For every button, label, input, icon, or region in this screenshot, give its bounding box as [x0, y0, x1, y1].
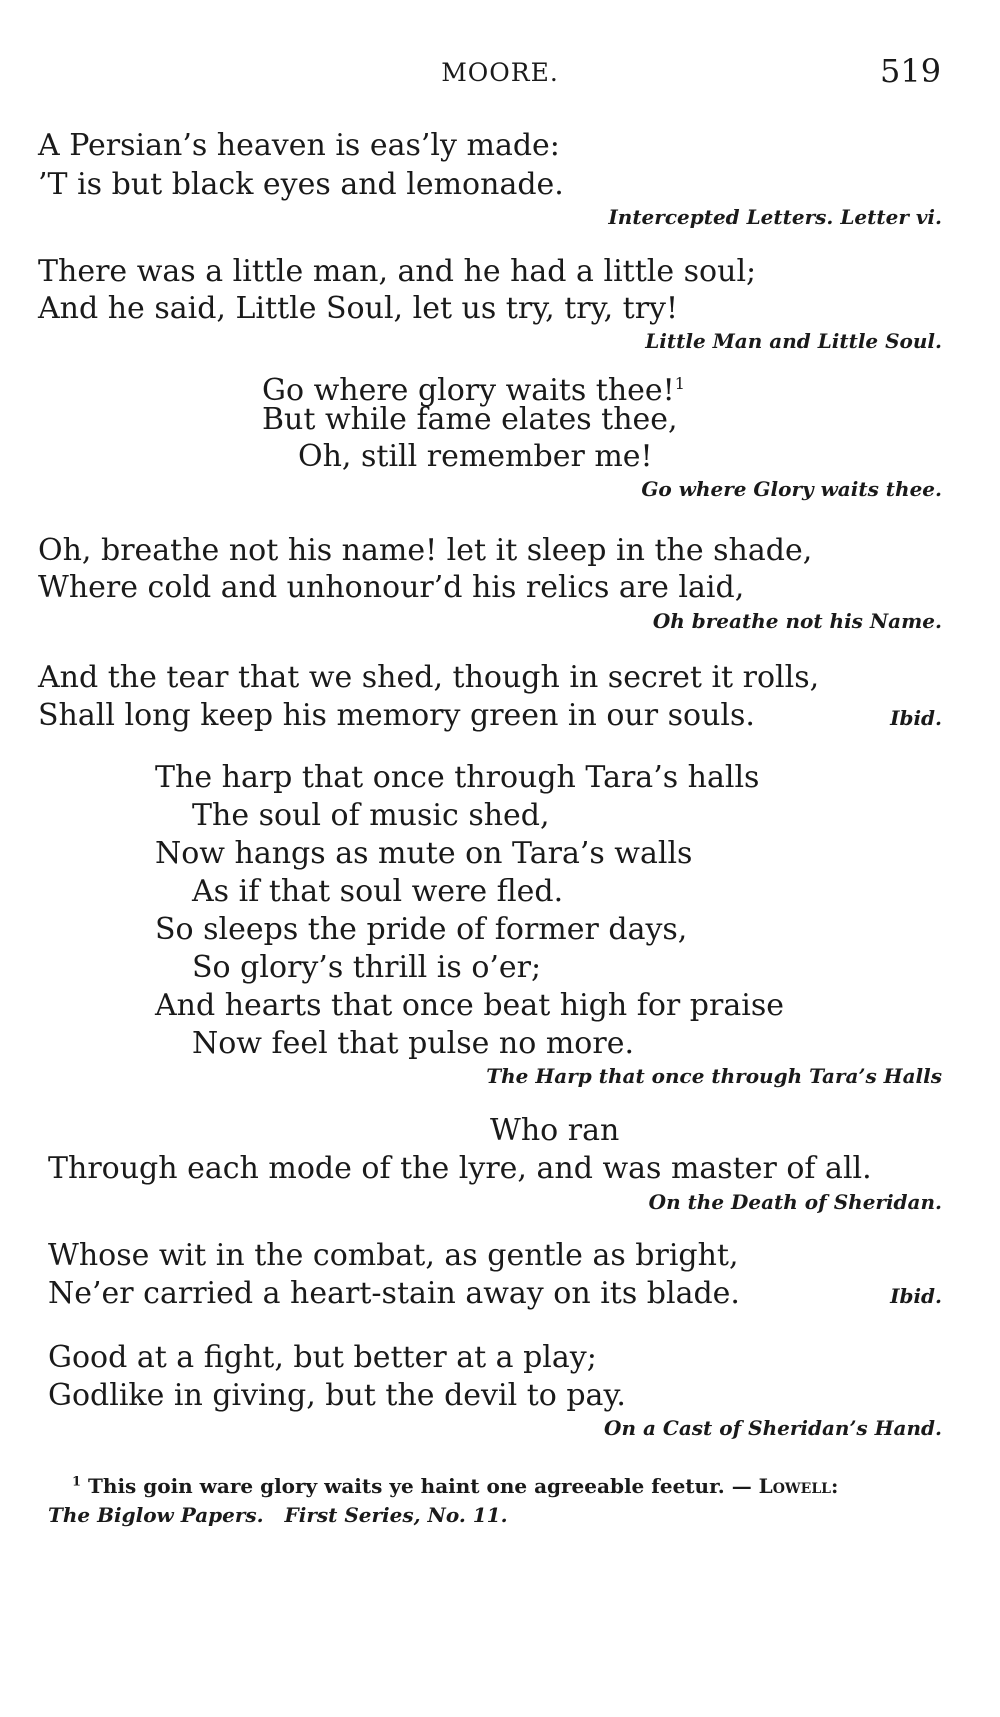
- source-citation: On a Cast of Sheridan’s Hand.: [604, 1416, 942, 1440]
- verse-line: And hearts that once beat high for praise: [155, 988, 784, 1023]
- verse-line: Whose wit in the combat, as gentle as bright,: [48, 1238, 739, 1273]
- verse-line: And the tear that we shed, though in secret it rolls,: [38, 660, 820, 695]
- footnote-series: First Series, No. 11.: [284, 1503, 508, 1527]
- verse-line: Oh, still remember me!: [298, 439, 653, 474]
- footnote-text: This goin ware glory waits ye haint one agreeable feetur. —: [88, 1474, 752, 1498]
- verse-line: But while fame elates thee,: [262, 402, 678, 437]
- source-citation: Ibid.: [890, 1284, 942, 1308]
- footnote-author: Lowell:: [758, 1474, 839, 1498]
- footnote-line: [48, 1503, 508, 1527]
- verse-line: Shall long keep his memory green in our souls.: [38, 698, 755, 733]
- source-citation: Intercepted Letters. Letter vi.: [608, 205, 942, 229]
- footnote-mark: 1: [72, 1474, 82, 1490]
- source-citation: Ibid.: [890, 706, 942, 730]
- verse-line: Good at a fight, but better at a play;: [48, 1340, 597, 1375]
- source-citation: Little Man and Little Soul.: [645, 329, 942, 353]
- verse-line: Godlike in giving, but the devil to pay.: [48, 1378, 626, 1413]
- verse-line: Now feel that pulse no more.: [192, 1026, 634, 1061]
- running-head: MOORE.: [441, 58, 559, 87]
- footnote-marker: 1: [674, 374, 685, 393]
- verse-line: There was a little man, and he had a little soul;: [38, 254, 757, 289]
- footnote-line: [72, 1474, 838, 1498]
- verse-line: Ne’er carried a heart-stain away on its blade.: [48, 1276, 740, 1311]
- verse-line: So glory’s thrill is o’er;: [192, 950, 542, 985]
- verse-line: Where cold and unhonour’d his relics are laid,: [38, 570, 745, 605]
- verse-line: And he said, Little Soul, let us try, try, try!: [38, 291, 679, 326]
- source-citation: Go where Glory waits thee.: [641, 477, 942, 501]
- source-citation: The Harp that once through Tara’s Halls: [486, 1064, 942, 1088]
- verse-line: As if that soul were fled.: [192, 874, 564, 909]
- footnote-work: The Biglow Papers.: [48, 1503, 264, 1527]
- verse-line: Who ran: [490, 1113, 620, 1148]
- verse-line: So sleeps the pride of former days,: [155, 912, 688, 947]
- verse-line: The harp that once through Tara’s halls: [155, 760, 760, 795]
- verse-line: Through each mode of the lyre, and was master of all.: [48, 1151, 872, 1186]
- source-citation: Oh breathe not his Name.: [652, 609, 942, 633]
- verse-line: Go where glory waits thee!$^1$: [262, 373, 685, 408]
- verse-line: A Persian’s heaven is eas’ly made:: [38, 128, 560, 163]
- source-citation: On the Death of Sheridan.: [648, 1190, 942, 1214]
- verse-line: Oh, breathe not his name! let it sleep in the shade,: [38, 533, 813, 568]
- page-number: 519: [880, 52, 942, 90]
- verse-line: The soul of music shed,: [192, 798, 550, 833]
- verse-line: Now hangs as mute on Tara’s walls: [155, 836, 693, 871]
- verse-line: ’T is but black eyes and lemonade.: [38, 167, 564, 202]
